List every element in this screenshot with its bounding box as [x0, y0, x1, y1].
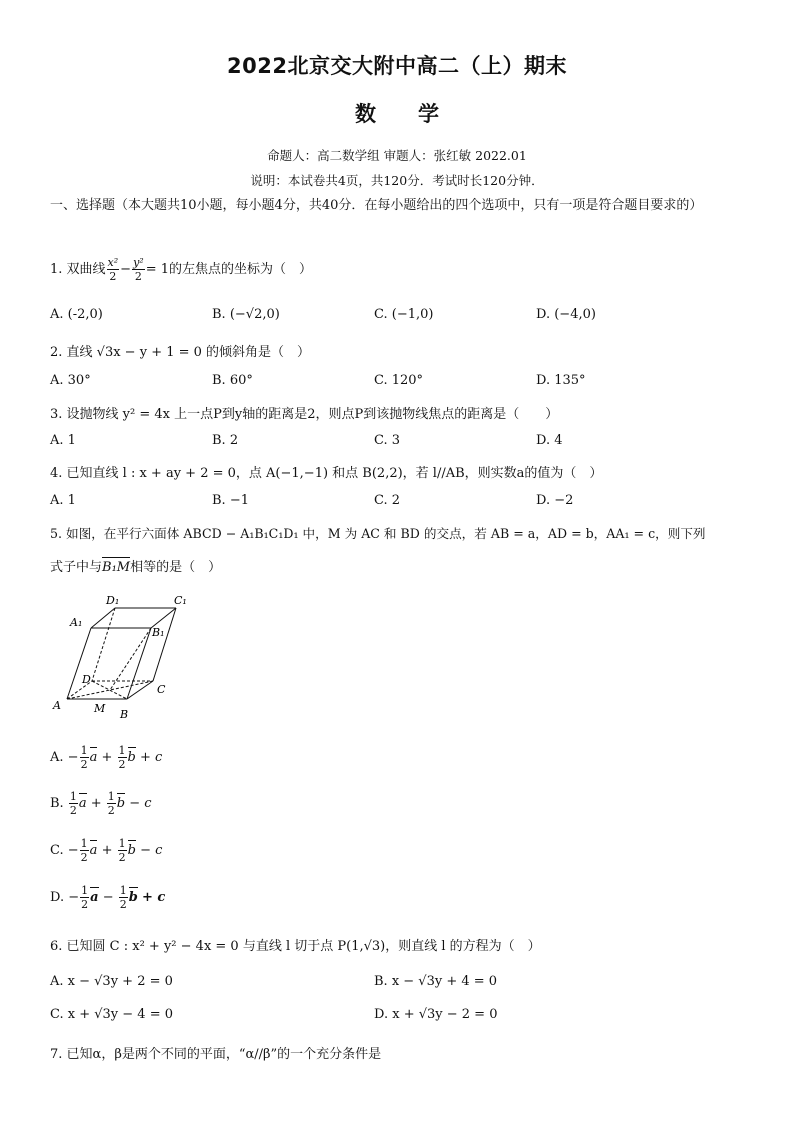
question-5-line2: 式子中与B₁M相等的是（ ）	[50, 560, 222, 575]
label-b1: B₁	[152, 626, 165, 639]
label-c: C	[157, 683, 166, 696]
section1-heading: 一、选择题（本大题共10小题，每小题4分，共40分．在每小题给出的四个选项中，只有一项是符合题目要求的）	[50, 198, 703, 213]
q6-option-c: C. x + √3y − 4 = 0	[50, 1007, 173, 1022]
q6-option-a: A. x − √3y + 2 = 0	[50, 974, 173, 989]
label-c1: C₁	[174, 594, 187, 607]
label-b: B	[120, 708, 129, 721]
q1-option-c: C. (−1,0)	[374, 307, 434, 322]
q5-vector-b1m: B₁M	[102, 560, 131, 575]
question-5-line1: 5. 如图，在平行六面体 ABCD − A₁B₁C₁D₁ 中，M 为 AC 和 BD 的交点，若 AB = a，AD = b，AA₁ = c，则下列	[50, 526, 706, 541]
question-6: 6. 已知圆 C : x² + y² − 4x = 0 与直线 l 切于点 P(1,√3)，则直线 l 的方程为（ ）	[50, 939, 541, 954]
q3-option-b: B. 2	[212, 433, 239, 448]
label-d1: D₁	[106, 594, 120, 607]
label-m: M	[94, 702, 106, 715]
q1-suffix: 的左焦点的坐标为（ ）	[169, 262, 313, 277]
q6-option-b: B. x − √3y + 4 = 0	[374, 974, 498, 989]
q2-option-b: B. 60°	[212, 373, 253, 388]
q3-option-a: A. 1	[50, 433, 76, 448]
label-d: D	[82, 673, 91, 686]
q1-frac-y: $\frac{\text{y²}}{2}$	[133, 256, 144, 283]
label-a1: A₁	[70, 616, 83, 629]
q1-option-a: A. (-2,0)	[50, 307, 103, 322]
q1-prefix: 1. 双曲线	[50, 262, 106, 277]
label-a: A	[53, 699, 61, 712]
exam-title: 2022北京交大附中高二（上）期末	[227, 54, 567, 78]
q2-option-a: A. 30°	[50, 373, 91, 388]
q1-eq: = 1	[145, 262, 169, 277]
exam-note: 说明：本试卷共4页，共120分．考试时长120分钟．	[250, 173, 544, 188]
q1-option-b: B. (−√2,0)	[212, 307, 280, 322]
q1-frac-x: $\frac{\text{x²}}{2}$	[107, 256, 119, 283]
parallelepiped-figure	[48, 590, 198, 724]
q3-option-c: C. 3	[374, 433, 401, 448]
q4-option-c: C. 2	[374, 493, 401, 508]
question-4: 4. 已知直线 l : x + ay + 2 = 0，点 A(−1,−1) 和点 B(2,2)，若 l//AB，则实数a的值为（ ）	[50, 466, 603, 481]
q2-option-c: C. 120°	[374, 373, 424, 388]
q2-option-d: D. 135°	[536, 373, 586, 388]
question-3: 3. 设抛物线 y² = 4x 上一点P到y轴的距离是2，则点P到该抛物线焦点的距离是（ ）	[50, 407, 559, 422]
q5-option-b: B. $\frac{1}{2}$ a + $\frac{1}{2}$ b − c	[50, 790, 152, 817]
question-2: 2. 直线 √3x − y + 1 = 0 的倾斜角是（ ）	[50, 345, 311, 360]
q3-option-d: D. 4	[536, 433, 563, 448]
q4-option-d: D. −2	[536, 493, 574, 508]
q1-option-d: D. (−4,0)	[536, 307, 596, 322]
q4-option-b: B. −1	[212, 493, 249, 508]
question-1: 1. 双曲线 $\frac{\text{x²}}{2}$ − $\frac{\text{y²}}{2}$ = 1的左焦点的坐标为（ ）	[50, 256, 313, 283]
q4-option-a: A. 1	[50, 493, 76, 508]
q6-option-d: D. x + √3y − 2 = 0	[374, 1007, 498, 1022]
q5-option-a: A. − $\frac{1}{2}$ a + $\frac{1}{2}$ b + c	[50, 744, 163, 771]
exam-subject: 数 学	[355, 102, 439, 126]
question-7: 7. 已知α，β是两个不同的平面，“α//β”的一个充分条件是	[50, 1047, 382, 1062]
q5-option-c: C. − $\frac{1}{2}$ a + $\frac{1}{2}$ b − c	[50, 837, 163, 864]
exam-authors: 命题人：高二数学组 审题人：张红敏 2022.01	[267, 148, 527, 163]
q5-option-d: D. − $\frac{1}{2}$ a − $\frac{1}{2}$ b + c	[50, 884, 166, 911]
